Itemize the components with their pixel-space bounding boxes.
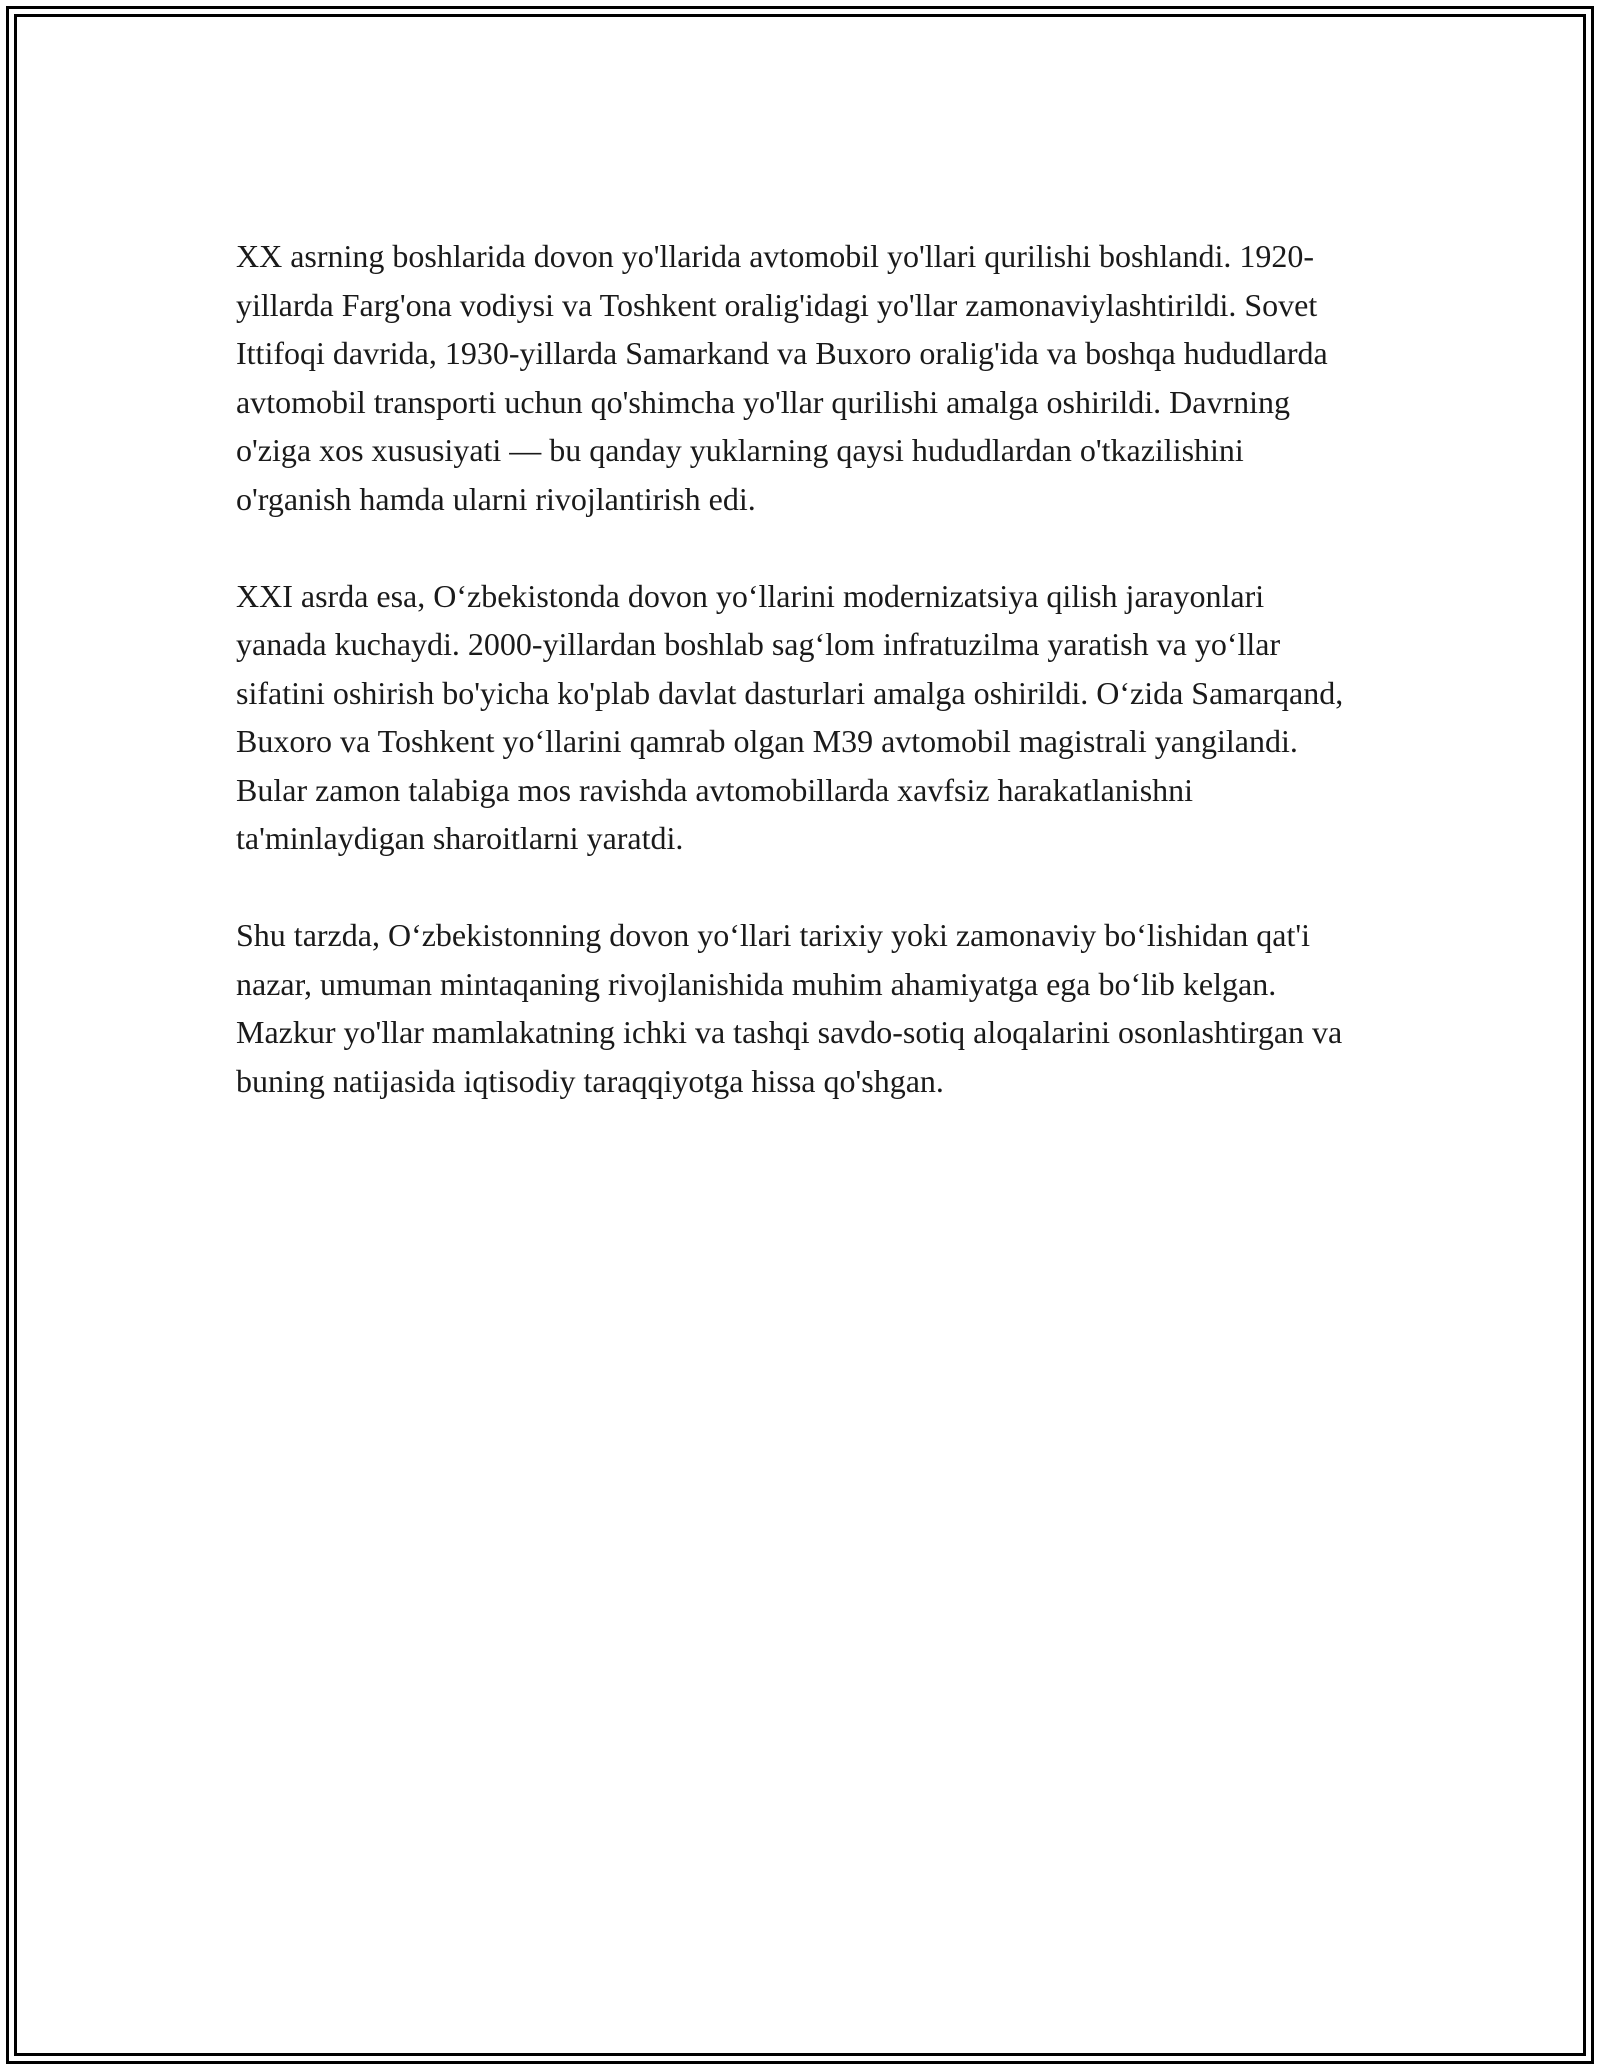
paragraph-2: XXI asrda esa, O‘zbekistonda dovon yo‘llarini modernizatsiya qilish jarayonlari yanada kuchaydi. 2000-yillardan boshlab sag‘lom infratuzilma yaratish va yo‘llar sifatini oshirish bo'yicha ko'plab davlat dasturlari amalga oshirildi. O‘zida Samarqand, Buxoro va Toshkent yo‘llarini qamrab olgan M39 avtomobil magistrali yangilandi. Bular zamon talabiga mos ravishda avtomobillarda xavfsiz harakatlanishni ta'minlaydigan sharoitlarni yaratdi. — [236, 577, 1344, 856]
document-body — [236, 232, 1356, 1154]
paragraph-3: Shu tarzda, O‘zbekistonning dovon yo‘llari tarixiy yoki zamonaviy bo‘lishidan qat'i nazar, umuman mintaqaning rivojlanishida muhim ahamiyatga ega bo‘lib kelgan. Mazkur yo'llar mamlakatning ichki va tashqi savdo-sotiq aloqalarini osonlashtirgan va buning natijasida iqtisodiy taraqqiyotga hissa qo'shgan. — [236, 917, 1343, 1099]
paragraph-1: XX asrning boshlarida dovon yo'llarida avtomobil yo'llari qurilishi boshlandi. 1920-yillarda Farg'ona vodiysi va Toshkent oralig'idagi yo'llar zamonaviylashtirildi. Sovet Ittifoqi davrida, 1930-yillarda Samarkand va Buxoro oralig'ida va boshqa hududlarda avtomobil transporti uchun qo'shimcha yo'llar qurilishi amalga oshirildi. Davrning o'ziga xos xususiyati — bu qanday yuklarning qaysi hududlardan o'tkazilishini o'rganish hamda ularni rivojlantirish edi. — [236, 238, 1328, 517]
